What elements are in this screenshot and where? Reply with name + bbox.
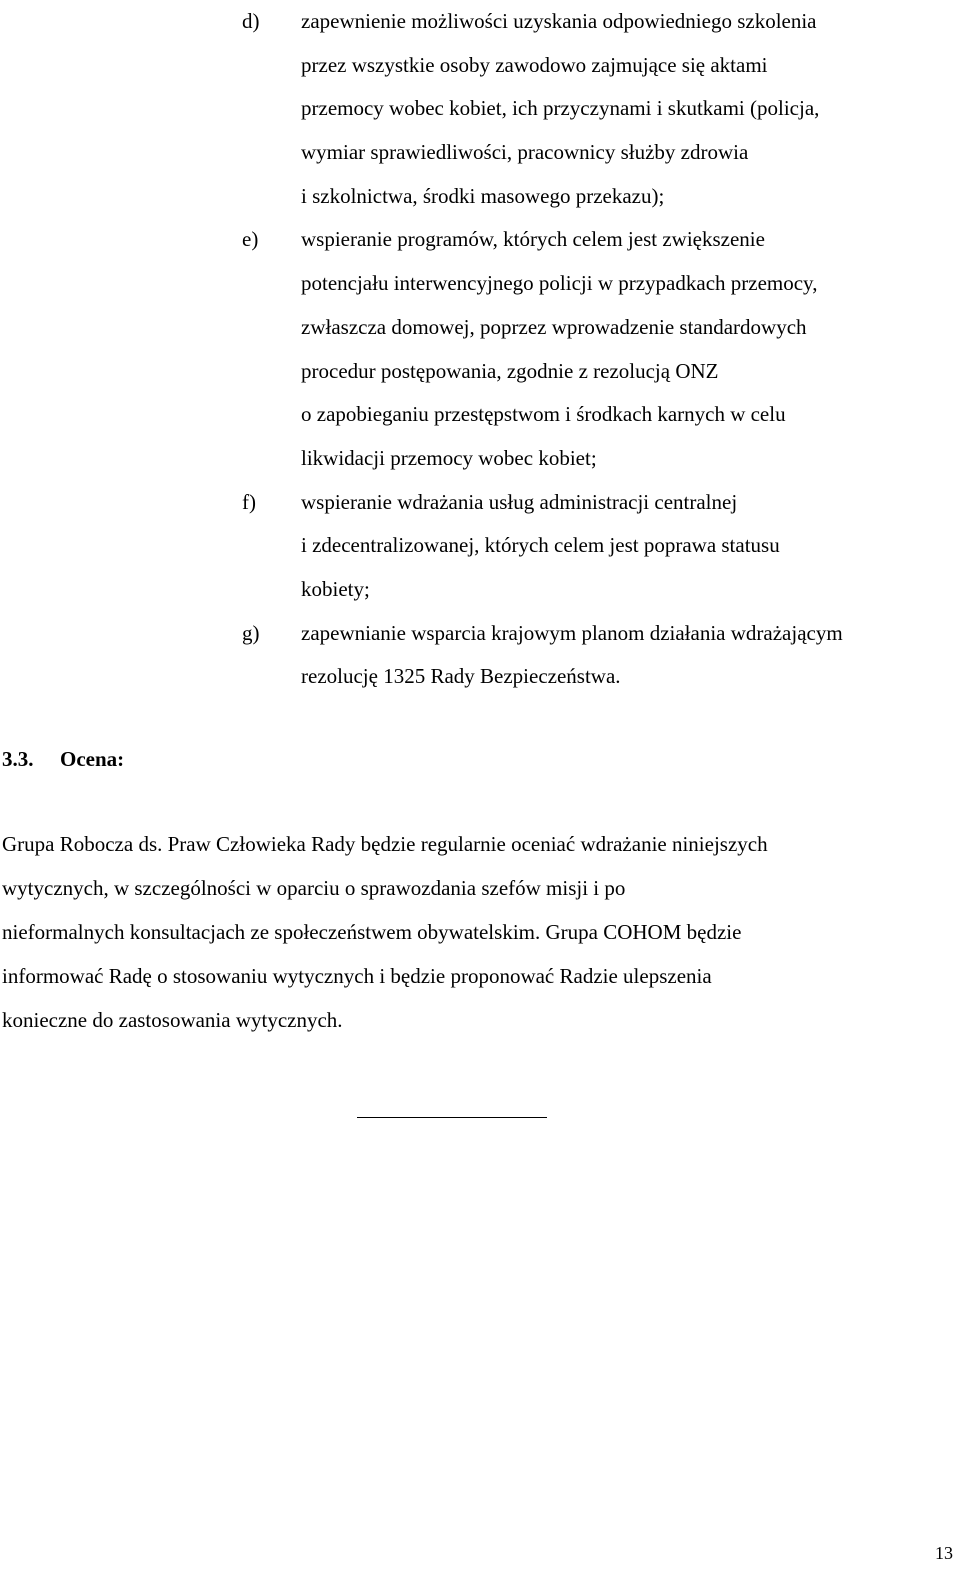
- list-item-text: [301, 0, 960, 218]
- text-line: nieformalnych konsultacjach ze społeczeństwem obywatelskim. Grupa COHOM będzie: [2, 920, 742, 944]
- text-line: wymiar sprawiedliwości, pracownicy służby zdrowia: [301, 140, 749, 165]
- text-line: przemocy wobec kobiet, ich przyczynami i skutkami (policja,: [301, 96, 820, 121]
- text-line: i zdecentralizowanej, których celem jest poprawa statusu: [301, 533, 780, 558]
- list-marker: d): [242, 9, 260, 33]
- text-line: procedur postępowania, zgodnie z rezolucją ONZ: [301, 358, 719, 383]
- text-line: kobiety;: [301, 576, 370, 601]
- list-item-e: [0, 218, 960, 480]
- list-item-text: [301, 481, 960, 612]
- list-marker: g): [242, 620, 260, 645]
- text-line: wytycznych, w szczególności w oparciu o sprawozdania szefów misji i po: [2, 876, 626, 900]
- section-heading: [2, 737, 124, 781]
- footnote-separator: [357, 1117, 547, 1118]
- text-line: konieczne do zastosowania wytycznych.: [2, 1008, 343, 1032]
- text-line: wspieranie programów, których celem jest zwiększenie: [301, 227, 765, 252]
- text-line: Grupa Robocza ds. Praw Człowieka Rady będzie regularnie oceniać wdrażanie niniejszych: [2, 832, 768, 856]
- text-line: zwłaszcza domowej, poprzez wprowadzenie standardowych: [301, 314, 807, 339]
- list-item-text: [301, 218, 960, 480]
- text-line: potencjału interwencyjnego policji w przypadkach przemocy,: [301, 271, 818, 296]
- text-line: wspieranie wdrażania usług administracji centralnej: [301, 489, 738, 514]
- page-number: 13: [935, 1543, 953, 1563]
- list-marker: e): [242, 227, 259, 252]
- section-title: Ocena:: [60, 747, 125, 771]
- enumerated-list: [0, 0, 960, 699]
- list-marker: f): [242, 489, 256, 514]
- text-line: likwidacji przemocy wobec kobiet;: [301, 445, 597, 470]
- text-line: i szkolnictwa, środki masowego przekazu);: [301, 183, 665, 208]
- text-line: informować Radę o stosowaniu wytycznych i będzie proponować Radzie ulepszenia: [2, 964, 712, 988]
- body-paragraph: [2, 822, 952, 1042]
- text-line: rezolucję 1325 Rady Bezpieczeństwa.: [301, 664, 621, 689]
- text-line: o zapobieganiu przestępstwom i środkach karnych w celu: [301, 402, 786, 427]
- section-number: 3.3.: [2, 747, 34, 771]
- text-line: zapewnienie możliwości uzyskania odpowiedniego szkolenia: [301, 9, 817, 33]
- text-line: zapewnianie wsparcia krajowym planom działania wdrażającym: [301, 620, 843, 645]
- text-line: przez wszystkie osoby zawodowo zajmujące się aktami: [301, 52, 768, 77]
- list-item-d: [0, 0, 960, 218]
- list-item-g: [0, 612, 960, 699]
- list-item-text: [301, 612, 960, 699]
- list-item-f: [0, 481, 960, 612]
